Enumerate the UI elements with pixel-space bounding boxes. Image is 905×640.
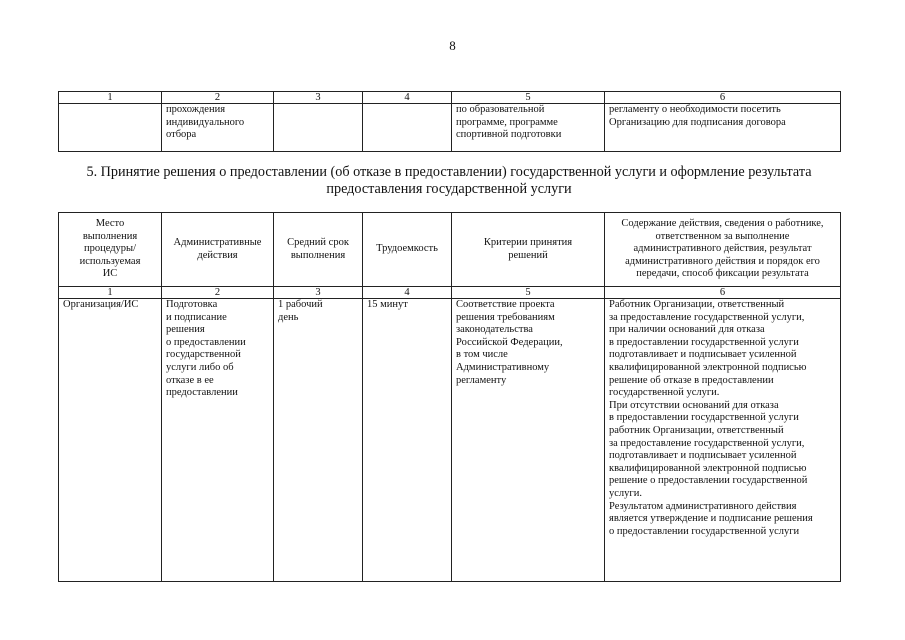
column-header (363, 213, 452, 287)
cell-text-line: государственной услуги. (609, 387, 720, 399)
cell-text-line: решения (166, 324, 205, 336)
table-cell (605, 299, 841, 582)
cell-text-line: административного действия, результат (633, 243, 812, 255)
table-cell (452, 104, 605, 152)
continuation-table (58, 91, 841, 152)
cell-text-line: 1 рабочий (278, 299, 323, 310)
cell-text-line: Организацию для подписания договора (609, 116, 786, 128)
column-header (59, 213, 162, 287)
cell-text-line: по образовательной (456, 104, 545, 115)
cell-text-line: индивидуального (166, 116, 245, 128)
cell-text-line: квалифицированной электронной подписью (609, 462, 807, 474)
column-number: 6 (605, 92, 841, 104)
cell-text-line: Российской Федерации, (456, 336, 563, 348)
table-cell (274, 299, 363, 582)
cell-text-line: используемая (79, 255, 141, 267)
column-number: 5 (452, 92, 605, 104)
cell-text-line: Соответствие проекта (456, 299, 555, 310)
cell-text-line: программе, программе (456, 116, 558, 128)
cell-text-line: услуги. (609, 487, 642, 499)
table-cell (59, 104, 162, 152)
table-row (59, 104, 841, 152)
cell-text-line: При отсутствии оснований для отказа (609, 399, 779, 411)
cell-text-line: Работник Организации, ответственный (609, 299, 785, 310)
cell-text-line: ответственном за выполнение (655, 230, 790, 242)
table-cell (363, 299, 452, 582)
cell-text-line: день (278, 311, 299, 323)
cell-text-line: в том числе (456, 349, 508, 361)
table-cell (605, 104, 841, 152)
cell-text-line: является утверждение и подписание решения (609, 513, 813, 525)
cell-text-line: решение о предоставлении государственной (609, 475, 808, 487)
cell-text-line: квалифицированной электронной подписью (609, 361, 807, 373)
cell-text-line: за предоставление государственной услуги, (609, 437, 805, 449)
cell-text-line: Административные (173, 236, 262, 248)
table-row (59, 299, 841, 582)
cell-text-line: отказе в ее (166, 374, 214, 386)
cell-text-line: Подготовка (166, 299, 218, 310)
cell-text-line: 15 минут (367, 299, 408, 310)
cell-text-line: в предоставлении государственной услуги (609, 336, 799, 348)
cell-text-line: передачи, способ фиксации результата (636, 268, 809, 280)
cell-text-line: предоставлении (166, 387, 238, 399)
cell-text-line: Критерии принятия (483, 236, 573, 248)
column-number: 5 (452, 287, 605, 299)
column-number: 1 (59, 92, 162, 104)
table-cell (363, 104, 452, 152)
cell-text-line: при наличии оснований для отказа (609, 324, 765, 336)
cell-text-line: Содержание действия, сведения о работнике, (621, 218, 824, 230)
cell-text-line: регламенту о необходимости посетить (609, 104, 781, 115)
section-title-line: 5. Принятие решения о предоставлении (об отказе в предоставлении) государственной услуги и оформление результата (86, 164, 812, 180)
table-cell (162, 299, 274, 582)
cell-text-line: Средний срок (287, 236, 349, 248)
cell-text-line: о предоставлении (166, 336, 246, 348)
cell-text-line: подготавливает и подписывает усиленной (609, 450, 797, 462)
cell-text-line: и подписание (166, 311, 227, 323)
column-number: 6 (605, 287, 841, 299)
section-title (58, 164, 840, 198)
cell-text-line: отбора (166, 129, 197, 141)
table-cell (274, 104, 363, 152)
column-header (274, 213, 363, 287)
cell-text-line: Результатом административного действия (609, 500, 797, 512)
column-number: 1 (59, 287, 162, 299)
column-header (605, 213, 841, 287)
column-header (452, 213, 605, 287)
cell-text-line: решений (508, 249, 548, 261)
cell-text-line: регламенту (456, 374, 507, 386)
column-number-row (59, 287, 841, 299)
column-header (162, 213, 274, 287)
column-number: 3 (274, 92, 363, 104)
column-number: 2 (162, 92, 274, 104)
column-number: 4 (363, 287, 452, 299)
cell-text-line: законодательства (456, 324, 533, 336)
table-cell (452, 299, 605, 582)
cell-text-line: в предоставлении государственной услуги (609, 412, 799, 424)
cell-text-line: о предоставлении государственной услуги (609, 525, 800, 537)
procedure-table (58, 212, 841, 582)
header-row (59, 213, 841, 287)
column-number: 2 (162, 287, 274, 299)
cell-text-line: Организация/ИС (63, 299, 139, 310)
cell-text-line: ИС (102, 268, 118, 280)
cell-text-line: Административному (456, 361, 550, 373)
table-cell (59, 299, 162, 582)
cell-text-line: работник Организации, ответственный (609, 424, 784, 436)
cell-text-line: государственной (166, 349, 241, 361)
cell-text-line: прохождения (166, 104, 226, 115)
cell-text-line: Место (95, 218, 125, 230)
section-title-line: предоставления государственной услуги (326, 181, 572, 197)
cell-text-line: административного действия и порядок его (625, 255, 820, 267)
cell-text-line: за предоставление государственной услуги, (609, 311, 805, 323)
cell-text-line: процедуры/ (83, 243, 137, 255)
column-number: 4 (363, 92, 452, 104)
cell-text-line: выполнения (290, 249, 346, 261)
cell-text-line: услуги либо об (166, 361, 234, 373)
table-cell (162, 104, 274, 152)
column-number-row (59, 92, 841, 104)
column-number: 3 (274, 287, 363, 299)
cell-text-line: решение об отказе в предоставлении (609, 374, 774, 386)
page-number: 8 (449, 38, 456, 53)
cell-text-line: Трудоемкость (376, 243, 438, 255)
cell-text-line: выполнения (82, 230, 138, 242)
cell-text-line: решения требованиям (456, 311, 555, 323)
cell-text-line: подготавливает и подписывает усиленной (609, 349, 797, 361)
cell-text-line: действия (197, 249, 238, 261)
cell-text-line: спортивной подготовки (456, 129, 562, 141)
